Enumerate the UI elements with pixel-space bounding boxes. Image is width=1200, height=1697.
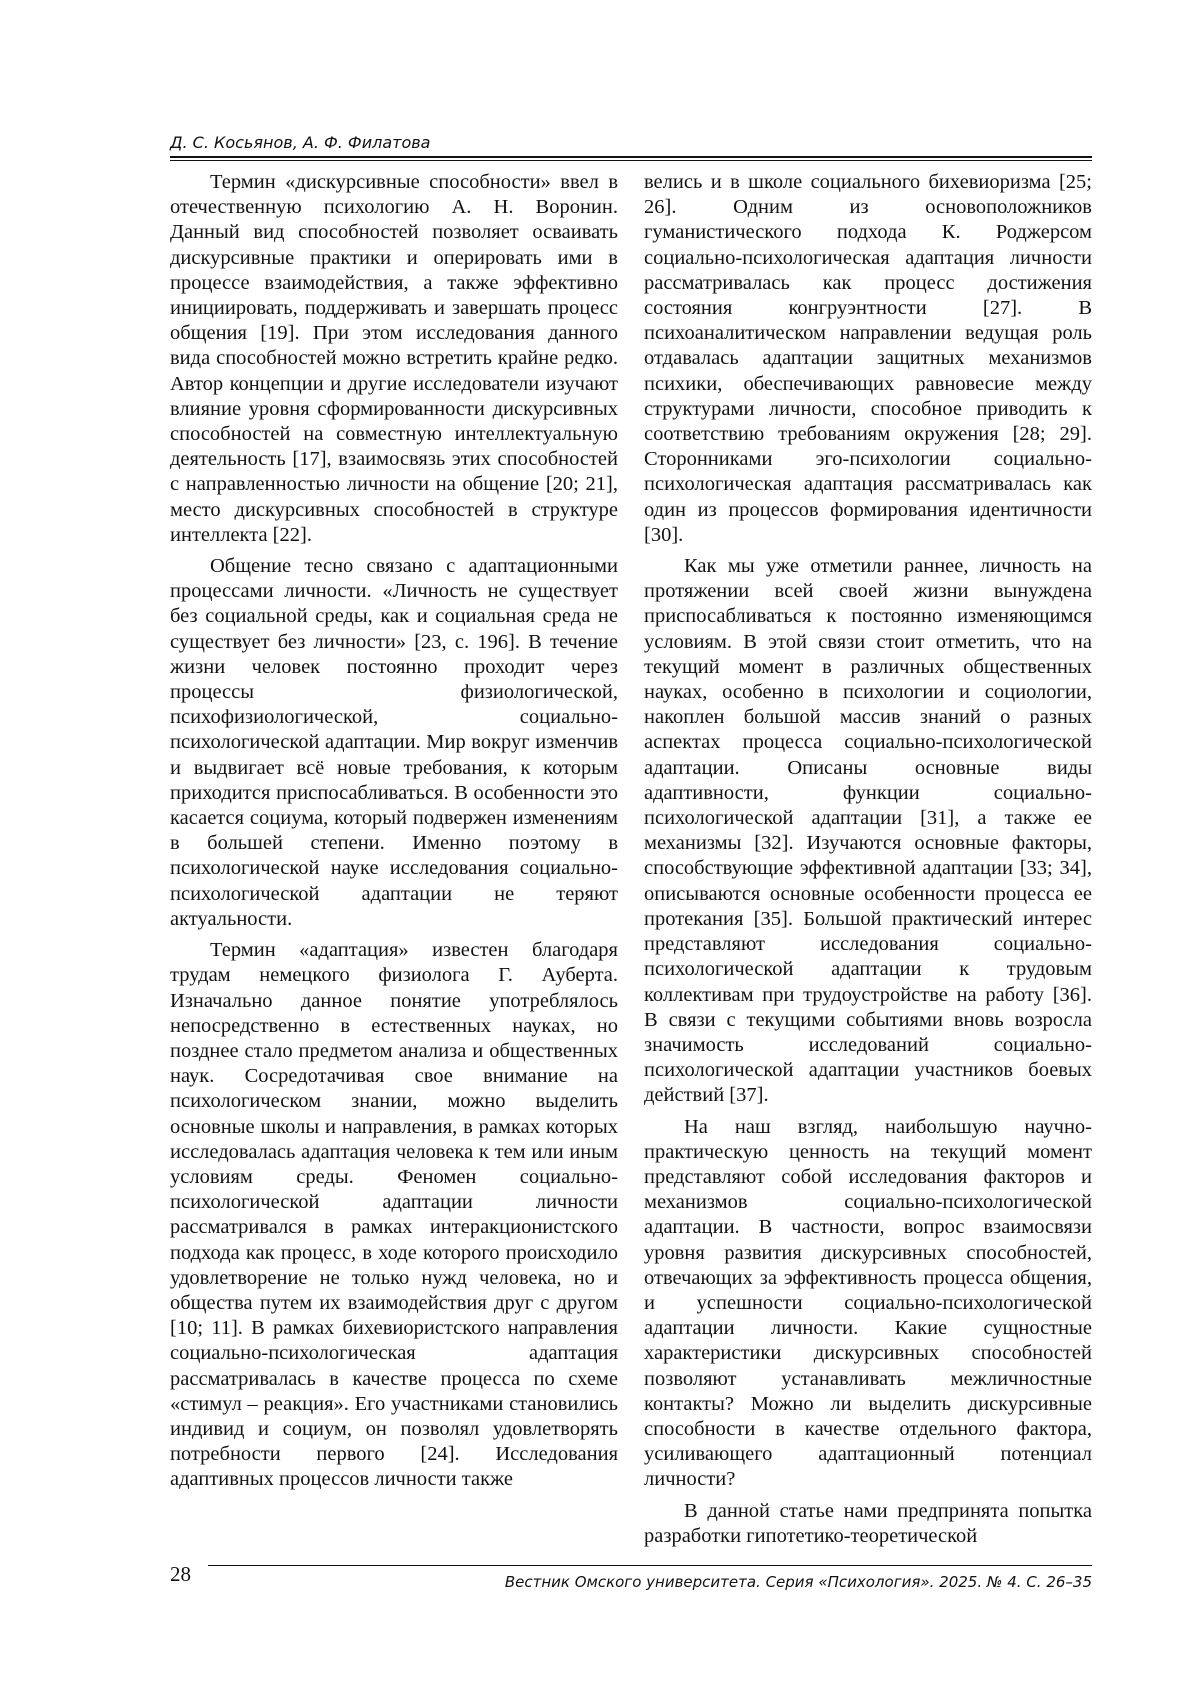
left-paragraph-1: Термин «дискурсивные способности» ввел в отечественную психологию А. Н. Воронин. Данный вид способностей позволяет осваивать дискурсивные практики и оперировать ими в процессе взаимодействия, а также эффективно инициировать, поддерживать и завершать процесс общения [19]. При этом исследования данного вида способностей можно встретить крайне редко. Автор концепции и другие исследователи изучают влияние уровня сформированности дискурсивных способностей на совместную интеллектуальную деятельность [17], взаимосвязь этих способностей с направленностью личности на общение [20; 21], место дискурсивных способностей в структуре интеллекта [22]. [170, 171, 618, 546]
right-paragraph-1-continued: велись и в школе социального бихевиоризма [25; 26]. Одним из основоположников гуманистического подхода К. Роджерсом социально-психологическая адаптация личности рассматривалась как процесс достижения состояния конгруэнтности [27]. В психоаналитическом направлении ведущая роль отдавалась адаптации защитных механизмов психики, обеспечивающих равновесие между структурами личности, способное приводить к соответствию требованиям окружения [28; 29]. Сторонниками эго-психологии социально-психологическая адаптация рассматривалась как один из процессов формирования идентичности [30]. [644, 171, 1092, 546]
running-head-authors: Д. С. Косьянов, А. Ф. Филатова [170, 133, 431, 152]
left-paragraph-2: Общение тесно связано с адаптационными процессами личности. «Личность не существует без социальной среды, как и социальная среда не существует без личности» [23, с. 196]. В течение жизни человек постоянно проходит через процессы физиологической, психофизиологической, социально-психологической адаптации. Мир вокруг изменчив и выдвигает всё новые требования, к которым приходится приспосабливаться. В особенности это касается социума, который подвержен изменениям в большей степени. Именно поэтому в психологической науке исследования социально-психологической адаптации не теряют актуальности. [170, 555, 618, 930]
right-paragraph-2: Как мы уже отметили раннее, личность на протяжении всей своей жизни вынуждена приспосабливаться к постоянно изменяющимся условиям. В этой связи стоит отметить, что на текущий момент в различных общественных науках, особенно в психологии и социологии, накоплен большой массив знаний о разных аспектах процесса социально-психологической адаптации. Описаны основные виды адаптивности, функции социально-психологической адаптации [31], а также ее механизмы [32]. Изучаются основные факторы, способствующие эффективной адаптации [33; 34], описываются основные особенности процесса ее протекания [35]. Большой практический интерес представляют исследования социально-психологической адаптации к трудовым коллективам при трудоустройстве на работу [36]. В связи с текущими событиями вновь возросла значимость исследований социально-психологической адаптации участников боевых действий [37]. [644, 555, 1092, 1107]
header-rule-thick [170, 156, 1092, 158]
right-paragraph-4: В данной статье нами предпринята попытка разработки гипотетико-теоретической [644, 1499, 1092, 1547]
left-column [170, 170, 618, 1499]
footer-rule [208, 1565, 1092, 1566]
page-number: 28 [170, 1562, 191, 1586]
left-paragraph-3: Термин «адаптация» известен благодаря трудам немецкого физиолога Г. Ауберта. Изначально данное понятие употреблялось непосредственно в естественных науках, но позднее стало предметом анализа и общественных наук. Сосредотачивая свое внимание на психологическом знании, можно выделить основные школы и направления, в рамках которых исследовалась адаптация человека к тем или иным условиям среды. Феномен социально-психологической адаптации личности рассматривался в рамках интеракционистского подхода как процесс, в ходе которого происходило удовлетворение не только нужд человека, но и общества путем их взаимодействия друг с другом [10; 11]. В рамках бихевиористского направления социально-психологическая адаптация рассматривалась в качестве процесса по схеме «стимул – реакция». Его участниками становились индивид и социум, он позволял удовлетворять потребности первого [24]. Исследования адаптивных процессов личности также [170, 939, 618, 1491]
journal-citation: Вестник Омского университета. Серия «Психология». 2025. № 4. С. 26–35 [504, 1573, 1092, 1591]
header-rule-thin [170, 160, 1092, 161]
right-paragraph-3: На наш взгляд, наибольшую научно-практическую ценность на текущий момент представляют собой исследования факторов и механизмов социально-психологической адаптации. В частности, вопрос взаимосвязи уровня развития дискурсивных способностей, отвечающих за эффективность процесса общения, и успешности социально-психологической адаптации личности. Какие сущностные характеристики дискурсивных способностей позволяют устанавливать межличностные контакты? Можно ли выделить дискурсивные способности в качестве отдельного фактора, усиливающего адаптационный потенциал личности? [644, 1115, 1092, 1491]
right-column [644, 170, 1092, 1555]
